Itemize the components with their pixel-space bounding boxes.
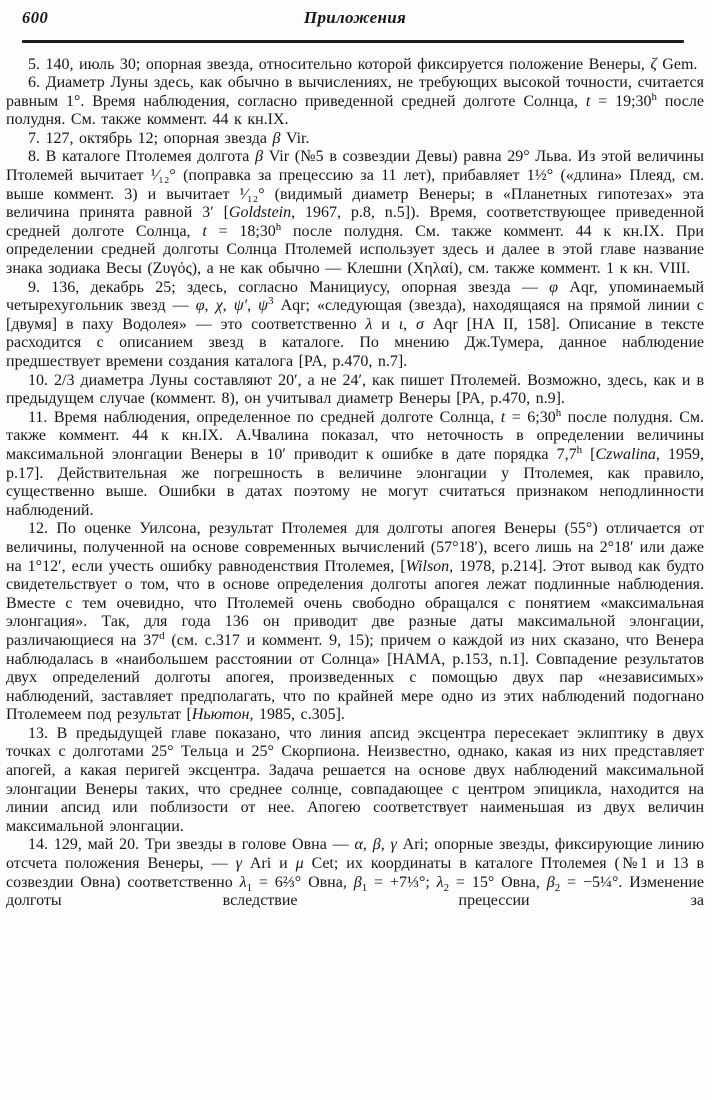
text-segment: = 15° Овна, [449, 873, 547, 891]
text-segment: λ [436, 873, 444, 891]
text-segment: Aqr; «следующая (звезда), находящаяся на прямой линии с [двумя] в паху Водолея» — это соответственно [6, 297, 705, 333]
text-segment: 14. 129, май 20. Три звезды в голове Овна — [28, 836, 355, 854]
text-segment: ζ [650, 55, 657, 73]
header-rule [22, 40, 684, 43]
paragraph [6, 148, 704, 278]
paragraph [6, 74, 704, 130]
text-segment: φ [195, 297, 205, 315]
text-segment: 2 [554, 881, 561, 894]
text-segment: = 6;30 [505, 408, 556, 426]
text-segment: φ [549, 278, 559, 296]
text-segment: γ [235, 855, 242, 873]
paragraph [6, 836, 704, 910]
text-segment: ι [398, 315, 404, 333]
text-segment: t [585, 92, 591, 110]
text-segment: β [353, 873, 362, 891]
text-segment: = 19;30 [590, 92, 652, 110]
text-segment: t [500, 408, 506, 426]
text-segment: Ньютон [191, 706, 250, 724]
text-segment: = −5¼°. Изменение долготы вследствие прецессии за [6, 873, 705, 910]
text-segment: , [247, 297, 259, 315]
text-segment: λ [365, 315, 373, 333]
text-segment: , 1985, с.305]. [249, 706, 345, 724]
text-segment: Wilson [405, 557, 450, 575]
text-segment: 1 [361, 881, 368, 894]
text-segment: Cet; их координаты в каталоге Птолемея (№1 и 13 в созвездии Овна) соответственно [6, 855, 705, 891]
text-segment: , 1959, p.17]. Действительная же погрешность в величине элонгации у Птолемея, как правило, существенно выше. Ошибки в датах поэтому не могут считаться признаком неподлинности наблюдений. [6, 445, 704, 519]
text-segment: ψ [258, 297, 269, 315]
commentary-text [6, 56, 704, 911]
text-segment: = +7⅓°; [367, 873, 437, 891]
text-segment: Aqr, упоминаемый четырехугольник звезд — [6, 278, 705, 315]
text-segment: 1 [246, 881, 253, 894]
text-segment: , [403, 315, 417, 333]
text-segment: (см. с.317 и коммент. 9, 15); причем о каждой из них сказано, что Венера наблюдалась в «наибольшем расстоянии от Солнца» [HAMA, p.153, n.1]. Совпадение результатов двух определений долготы апогея, произведенных с помощью двух пар «независимых» наблюдений, заставляет предполагать, что по крайней мере одно из этих наблюдений подогнано Птолемеем под результат [ [6, 631, 704, 724]
text-segment: Vir. [280, 129, 310, 147]
text-segment: [ [582, 445, 596, 463]
text-segment: Czwalina [595, 445, 656, 463]
text-segment: 6. Диаметр Луны здесь, как обычно в вычислениях, не требующих высокой точности, считается равным 1°. Время наблюдения, согласно приведенной средней долготе Солнца, [6, 74, 704, 110]
text-segment: σ [416, 315, 424, 333]
text-segment: 13. В предыдущей главе показано, что линия апсид эксцентра пересекает эклиптику в двух точках с долготами 25° Тельца и 25° Скорпиона. Неизвестно, однако, какая из них представляет апогей, а какая перигей эксцентра. Задача решается на основе двух наблюдений максимальной элонгации Венеры таких, что среднее солнце, совпадающее с центром эпицикла, находится на линии апсид или поблизости от нее. Апогею соответствует наименьшая из двух величин максимальной элонгации. [6, 724, 704, 835]
paragraph [6, 56, 704, 75]
running-head [6, 6, 704, 34]
text-segment: 2 [443, 881, 450, 894]
text-segment: d [159, 629, 165, 642]
text-segment: h [275, 220, 282, 233]
text-segment: , [204, 297, 216, 315]
text-segment: ψ′ [233, 297, 248, 315]
text-segment: h [651, 90, 657, 103]
text-segment: 8. В каталоге Птолемея долгота [28, 148, 256, 166]
text-segment: β [272, 129, 281, 147]
text-segment: h [576, 444, 583, 456]
text-segment: Vir (№5 в созвездии Девы) равна 29° Льва. Из этой величины Птолемей вычитает ¹⁄₁₂° (поправка за прецессию за 11 лет), прибавляет 1½° («длина» Плеяд, см. выше коммент. 3) и вычитает ¹⁄₁₂° (видимый диаметр Венеры; в «Планетных гипотезах» эта величина принята равной 3′ [ [6, 148, 704, 222]
text-segment: = 18;30 [206, 222, 276, 240]
text-segment: , 1967, p.8, n.5]). Время, соответствующее приведенной средней долготе Солнца, [6, 204, 705, 240]
text-segment: после полудня. См. также коммент. 44 к кн.IX. При определении средней долготы Солнца Птолемей использует здесь и далее в этой главе название знака зодиака Весы (Ζυγός), а не как обычно — Клешни (Χηλαί), см. также коммент. 1 к кн. VIII. [6, 222, 704, 278]
text-segment: 5. 140, июль 30; опорная звезда, относительно которой фиксируется положение Венеры, [28, 55, 651, 73]
text-segment: , [222, 297, 234, 315]
text-segment: 9. 136, декабрь 25; здесь, согласно Манициусу, опорная звезда — [28, 278, 550, 296]
text-segment: h [555, 406, 562, 419]
text-segment: χ [215, 297, 223, 315]
paragraph [6, 520, 704, 725]
text-segment: α [354, 836, 363, 854]
text-segment: Aqr [HA II, 158]. Описание в тексте расходится с описанием звезд в каталоге. По мнению Дж.Тумера, данное наблюдение предшествует времени создания каталога [PA, p.470, n.7]. [6, 315, 705, 370]
text-segment: 7. 127, октябрь 12; опорная звезда [28, 129, 273, 147]
text-segment: = 6⅔° Овна, [252, 873, 354, 891]
text-segment: и [372, 315, 399, 333]
text-segment: 11. Время наблюдения, определенное по средней долготе Солнца, [28, 408, 501, 426]
paragraph [6, 406, 705, 521]
text-segment: β [372, 836, 381, 854]
text-segment: , [362, 836, 373, 854]
text-segment: , 1978, p.214]. Этот вывод как будто свидетельствует о том, что в основе определения долготы апогея лежат подлинные наблюдения. Вместе с тем очевидно, что Птолемей очень свободно обращался с понятием «максимальная элонгация». Так, для года 136 он приводит две разные даты максимальной элонгации, различающиеся на 37 [6, 557, 705, 649]
text-segment: t [202, 222, 207, 240]
page-number: 600 [22, 8, 49, 27]
text-segment: μ [295, 855, 304, 873]
text-segment: Gem. [656, 55, 698, 73]
text-segment: , [380, 836, 391, 854]
running-title: Приложения [303, 8, 407, 27]
text-segment: Goldstein [228, 204, 292, 222]
paragraph [6, 279, 704, 372]
paragraph [6, 130, 704, 149]
text-segment: Ari; опорные звезды, фиксирующие линию отсчета положения Венеры, — [6, 836, 705, 873]
text-segment: 10. 2/3 диаметра Луны составляют 20′, а не 24′, как пишет Птолемей. Возможно, здесь, как и в предыдущем случае (коммент. 8), он учитывал диаметр Венеры [PA, p.470, n.9]. [6, 371, 704, 408]
text-segment: после полудня. См. также коммент. 44 к кн.IX. А.Чвалина показал, что неточность в определении величины максимальной элонгации Венеры в 10′ приводит к ошибке в дате порядка 7,7 [6, 408, 705, 463]
text-segment: β [255, 148, 264, 166]
text-segment: Ari и [241, 855, 296, 873]
text-segment: β [546, 873, 555, 891]
paragraph [6, 725, 704, 837]
text-segment: после полудня. См. также коммент. 44 к кн.IX. [6, 92, 704, 129]
text-segment: 3 [268, 295, 274, 308]
text-segment: 12. По оценке Уилсона, результат Птолемея для долготы апогея Венеры (55°) отличается от величины, полученной на основе современных вычислений (57°18′), всего лишь на 2°18′ или даже на 1°12′, если учесть ошибку равноденствия Птолемея, [ [6, 520, 704, 575]
text-segment: λ [239, 873, 247, 891]
text-segment: γ [390, 836, 397, 854]
paragraph [6, 372, 704, 409]
